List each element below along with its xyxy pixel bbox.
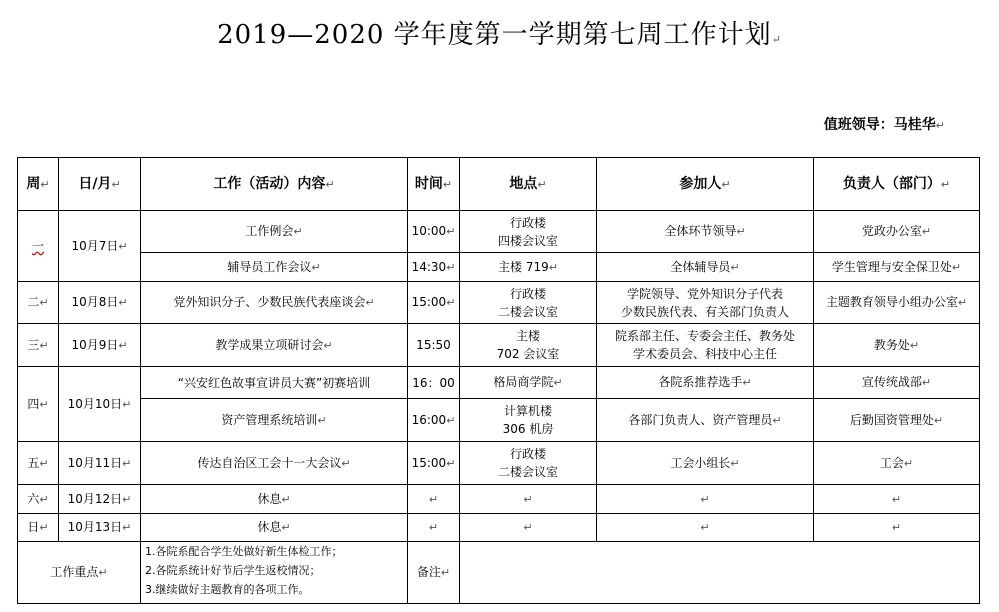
- date-cell: 10月11日↵: [59, 442, 141, 485]
- owner-cell: 后勤国资管理处↵: [814, 399, 980, 442]
- owner-cell: 主题教育领导小组办公室↵: [814, 282, 980, 324]
- header-place: 地点↵: [460, 158, 597, 211]
- time-cell: 15:50: [408, 324, 460, 367]
- table-row: [18, 282, 980, 324]
- header-row: [18, 158, 980, 211]
- remark-label: 备注↵: [408, 542, 460, 604]
- place-cell: 格局商学院↵: [460, 367, 597, 399]
- content-cell: 休息↵: [141, 514, 408, 542]
- owner-cell: 党政办公室↵: [814, 211, 980, 253]
- focus-row: [18, 542, 980, 604]
- table-row: [18, 211, 980, 253]
- place-cell: 行政楼 二楼会议室: [460, 282, 597, 324]
- week-cell: 日↵: [18, 514, 59, 542]
- table-row: [18, 442, 980, 485]
- header-participants: 参加人↵: [597, 158, 814, 211]
- table-row: [18, 485, 980, 514]
- owner-cell: 工会↵: [814, 442, 980, 485]
- week-cell: 四↵: [18, 367, 59, 442]
- time-cell: ↵: [408, 485, 460, 514]
- table-row: [18, 367, 980, 399]
- time-cell: 10:00↵: [408, 211, 460, 253]
- participants-cell: ↵: [597, 485, 814, 514]
- participants-cell: ↵: [597, 514, 814, 542]
- place-cell: ↵: [460, 485, 597, 514]
- content-cell: 传达自治区工会十一大会议↵: [141, 442, 408, 485]
- place-cell: 行政楼 四楼会议室: [460, 211, 597, 253]
- header-time: 时间↵: [408, 158, 460, 211]
- focus-label: 工作重点↵: [18, 542, 141, 604]
- owner-cell: ↵: [814, 514, 980, 542]
- place-cell: 计算机楼 306 机房: [460, 399, 597, 442]
- week-cell: 二↵: [18, 282, 59, 324]
- content-cell: “兴安红色故事宣讲员大赛”初赛培训: [141, 367, 408, 399]
- content-cell: 资产管理系统培训↵: [141, 399, 408, 442]
- duty-leader: 值班领导：马桂华↵: [823, 117, 945, 133]
- focus-item: 1.各院系配合学生处做好新生体检工作；: [145, 545, 343, 558]
- participants-cell: 学院领导、党外知识分子代表 少数民族代表、有关部门负责人: [597, 282, 814, 324]
- table-row: [18, 324, 980, 367]
- owner-cell: 教务处↵: [814, 324, 980, 367]
- time-cell: 16:00↵: [408, 399, 460, 442]
- date-cell: 10月9日↵: [59, 324, 141, 367]
- date-cell: 10月12日↵: [59, 485, 141, 514]
- content-cell: 休息↵: [141, 485, 408, 514]
- time-cell: 15:00↵: [408, 442, 460, 485]
- page-title: 2019—2020 学年度第一学期第七周工作计划↵: [217, 20, 782, 50]
- owner-cell: 宣传统战部↵: [814, 367, 980, 399]
- owner-cell: ↵: [814, 485, 980, 514]
- date-cell: 10月7日↵: [59, 211, 141, 282]
- content-cell: 工作例会↵: [141, 211, 408, 253]
- week-cell: 三↵: [18, 324, 59, 367]
- content-cell: 教学成果立项研讨会↵: [141, 324, 408, 367]
- week-cell: 五↵: [18, 442, 59, 485]
- weekly-plan-table: [17, 157, 980, 604]
- week-cell: 六↵: [18, 485, 59, 514]
- owner-cell: 学生管理与安全保卫处↵: [814, 253, 980, 282]
- place-cell: 主楼 719↵: [460, 253, 597, 282]
- table-row: [18, 253, 980, 282]
- week-cell: 一: [18, 211, 59, 282]
- header-owner: 负责人（部门）↵: [814, 158, 980, 211]
- place-cell: 主楼 702 会议室: [460, 324, 597, 367]
- focus-item: 2.各院系统计好节后学生返校情况；: [145, 564, 321, 577]
- remark-cell: [460, 542, 980, 604]
- time-cell: ↵: [408, 514, 460, 542]
- date-cell: 10月8日↵: [59, 282, 141, 324]
- header-week: 周↵: [18, 158, 59, 211]
- time-cell: 16：00: [408, 367, 460, 399]
- header-content: 工作（活动）内容↵: [141, 158, 408, 211]
- date-cell: 10月10日↵: [59, 367, 141, 442]
- place-cell: 行政楼 二楼会议室: [460, 442, 597, 485]
- content-cell: 辅导员工作会议↵: [141, 253, 408, 282]
- focus-item: 3.继续做好主题教育的各项工作。: [145, 583, 310, 596]
- focus-items: [141, 542, 408, 604]
- table-row: [18, 514, 980, 542]
- participants-cell: 各部门负责人、资产管理员↵: [597, 399, 814, 442]
- participants-cell: 工会小组长↵: [597, 442, 814, 485]
- participants-cell: 全体辅导员↵: [597, 253, 814, 282]
- place-cell: ↵: [460, 514, 597, 542]
- time-cell: 15:00↵: [408, 282, 460, 324]
- time-cell: 14:30↵: [408, 253, 460, 282]
- participants-cell: 各院系推荐选手↵: [597, 367, 814, 399]
- content-cell: 党外知识分子、少数民族代表座谈会↵: [141, 282, 408, 324]
- table-row: [18, 399, 980, 442]
- header-date: 日/月↵: [59, 158, 141, 211]
- date-cell: 10月13日↵: [59, 514, 141, 542]
- participants-cell: 全体环节领导↵: [597, 211, 814, 253]
- participants-cell: 院系部主任、专委会主任、教务处 学术委员会、科技中心主任: [597, 324, 814, 367]
